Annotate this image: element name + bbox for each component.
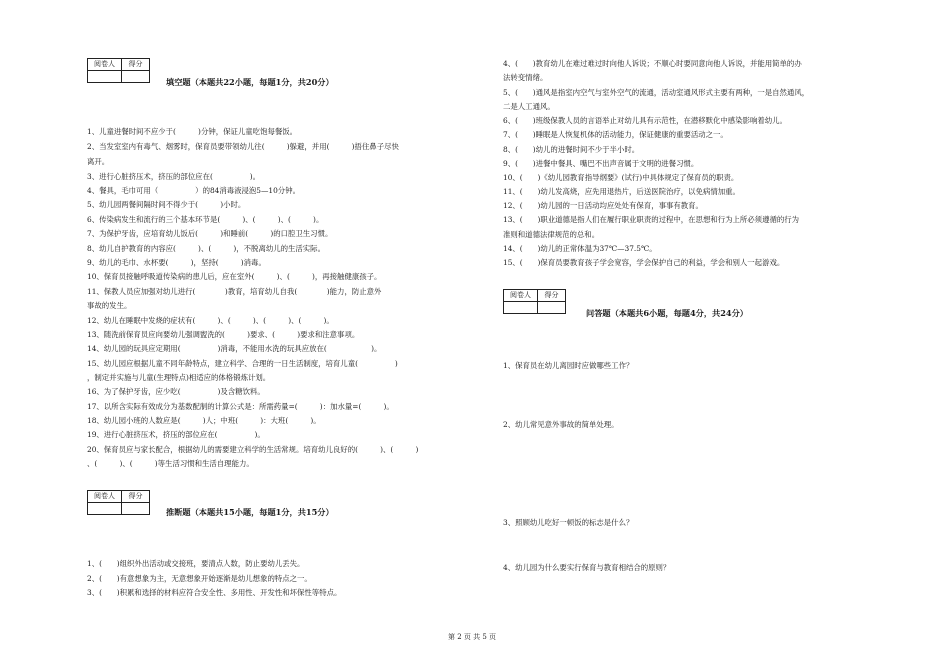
reviewer-cell[interactable] xyxy=(504,302,538,314)
fill-q3: 3、进行心脏挤压术，挤压的部位应在( )。 xyxy=(87,172,261,181)
judge-q9: 9、( )进餐中餐具、嘴巴不出声音属于文明的进餐习惯。 xyxy=(503,159,699,168)
qa-q3: 3、照顾幼儿吃好一顿饭的标志是什么？ xyxy=(503,518,634,527)
reviewer-cell[interactable] xyxy=(88,71,122,83)
judge-q13: 13、( )职业道德是指人们在履行职业职责的过程中，在思想和行为上所必须遵循的行为 xyxy=(503,215,800,224)
judge-heading: 推断题（本题共15小题，每题1分，共15分） xyxy=(166,507,334,517)
fill-q12: 12、幼儿在睡眠中发烧的症状有( )、( )、( )、( )。 xyxy=(87,316,334,325)
fill-q18: 18、幼儿园小班的人数应是( )人；中班( )：大班( )。 xyxy=(87,416,321,425)
fill-q15-cont: ，制定并实施与儿童(生理特点)相适应的体格锻炼计划。 xyxy=(87,373,271,382)
judge-q11: 11、( )幼儿发高烧，应先用退热片，后送医院治疗，以免病情加重。 xyxy=(503,187,740,196)
score-label: 得分 xyxy=(122,491,150,503)
fill-q20: 20、保育员应与家长配合，根据幼儿的需要建立科学的生活常规。培育幼儿良好的( )、( ) xyxy=(87,445,419,454)
reviewer-label: 阅卷人 xyxy=(88,59,122,71)
fill-q11: 11、保教人员应加强对幼儿进行( )教育，培育幼儿自我( )能力，防止意外 xyxy=(87,287,382,296)
fill-q6: 6、传染病发生和流行的三个基本环节是( )、( )、( )。 xyxy=(87,215,324,224)
judge-q14: 14、( )幼儿的正常体温为37℃—37.5℃。 xyxy=(503,244,657,253)
qa-heading: 问答题（本题共6小题，每题4分，共24分） xyxy=(586,308,748,318)
score-label: 得分 xyxy=(122,59,150,71)
page-number: 第 2 页 共 5 页 xyxy=(448,633,497,641)
reviewer-label: 阅卷人 xyxy=(88,491,122,503)
fill-blank-heading: 填空题（本题共22小题，每题1分，共20分） xyxy=(166,77,334,87)
judge-q3: 3、( )积累和选择的材料应符合安全性、多用性、开发性和坏保性等特点。 xyxy=(87,588,342,597)
judge-q15: 15、( )保育员要教育孩子学会宽容，学会保护自己的利益，学会和别人一起游戏。 xyxy=(503,258,785,267)
score-cell[interactable] xyxy=(122,503,150,515)
fill-q7: 7、为保护牙齿，应培育幼儿饭后( )和睡前( )的口腔卫生习惯。 xyxy=(87,229,333,238)
fill-q9: 9、幼儿的毛巾、水杯要( )，坚持( )消毒。 xyxy=(87,258,266,267)
qa-q2: 2、幼儿常见意外事故的简单处理。 xyxy=(503,420,619,429)
judge-q8: 8、( )幼儿的进餐时间不少于半小时。 xyxy=(503,145,640,154)
fill-q11-cont: 事故的发生。 xyxy=(87,301,132,310)
judge-q1: 1、( )组织外出活动或交接班，要清点人数，防止要幼儿丢失。 xyxy=(87,559,305,568)
fill-q16: 16、为了保护牙齿，应少吃( )及含糖饮料。 xyxy=(87,387,265,396)
judge-q10: 10、( )《幼儿园教育指导纲要》(试行)中具体规定了保育员的职责。 xyxy=(503,173,739,182)
judge-q4: 4、( )教育幼儿在难过难过时向他人诉说；不顺心时要同意向他人诉说，并能用简单的办 xyxy=(503,59,802,68)
fill-q13 xyxy=(87,331,359,338)
score-cell[interactable] xyxy=(122,71,150,83)
fill-q19: 19、进行心脏挤压术，挤压的部位应在( )。 xyxy=(87,430,265,439)
fill-q2: 2、当发室室内有毒气、烟雾时，保育员要带领幼儿往( )躲避，并用( )捂住鼻子尽快 xyxy=(87,142,399,151)
reviewer-label: 阅卷人 xyxy=(504,290,538,302)
fill-q20-cont: 、( )、( )等生活习惯和生活自理能力。 xyxy=(87,459,254,468)
qa-q1: 1、保育员在幼儿离园时应做哪些工作？ xyxy=(503,361,634,370)
fill-q8: 8、幼儿自护教育的内容应( )、( )，不脱离幼儿的生活实际。 xyxy=(87,244,325,253)
judge-q4-cont: 法转变情绪。 xyxy=(503,73,548,82)
fill-q10: 10、保育员接触呼吸道传染病的患儿后，应在室外( )、( )，再接触健康孩子。 xyxy=(87,272,382,281)
fill-q13-number: 13、 xyxy=(87,330,104,339)
score-box-fill xyxy=(87,58,150,83)
fill-q4: 4、餐具，毛巾可用（ ）的84消毒液浸泡5—10分钟。 xyxy=(87,186,300,195)
judge-q7: 7、( )睡眠是人恢复机体的活动能力，保证健康的重要活动之一。 xyxy=(503,130,728,139)
score-cell[interactable] xyxy=(538,302,566,314)
judge-q13-cont: 准则和道德法律规范的总和。 xyxy=(503,230,600,239)
judge-q5: 5、( )通风是指室内空气与室外空气的流通，活动室通风形式主要有两种，一是自然通风， xyxy=(503,88,810,97)
judge-q5-cont: 二是人工通风。 xyxy=(503,102,555,111)
score-box-qa xyxy=(503,289,566,314)
judge-q12: 12、( )幼儿园的一日活动均应处处有保育，事事有教育。 xyxy=(503,201,703,210)
fill-q15: 15、幼儿园应根据儿童不同年龄特点，建立科学、合理的一日生活制度，培育儿童( ) xyxy=(87,359,398,368)
fill-q13-text: 随洗前保育员应向要幼儿强调盥洗的( )要求、( )要求和注意事项。 xyxy=(103,330,360,339)
score-label: 得分 xyxy=(538,290,566,302)
fill-q2-cont: 离开。 xyxy=(87,157,110,166)
fill-q17: 17、以所含实际有效成分为基数配制的计算公式是：所需药量=( )：加水量=( )。 xyxy=(87,402,394,411)
judge-q2: 2、( )有意想象为主，无意想象开始逐渐是幼儿想象的特点之一。 xyxy=(87,574,312,583)
reviewer-cell[interactable] xyxy=(88,503,122,515)
qa-q4: 4、幼儿园为什么要实行保育与教育相结合的原则？ xyxy=(503,563,671,572)
fill-q1: 1、儿童进餐时间不应少于( )分钟，保证儿童吃饱每餐饭。 xyxy=(87,127,298,136)
judge-q6: 6、( )班级保教人员的言语举止对幼儿具有示范性，在潜移默化中感染影响着幼儿。 xyxy=(503,116,787,125)
fill-q14: 14、幼儿园的玩具应定期用( )消毒，不能用水洗的玩具应放在( )。 xyxy=(87,344,382,353)
fill-q5: 5、幼儿园两餐间隔时间不得少于( )小时。 xyxy=(87,200,246,209)
score-box-judge xyxy=(87,490,150,515)
